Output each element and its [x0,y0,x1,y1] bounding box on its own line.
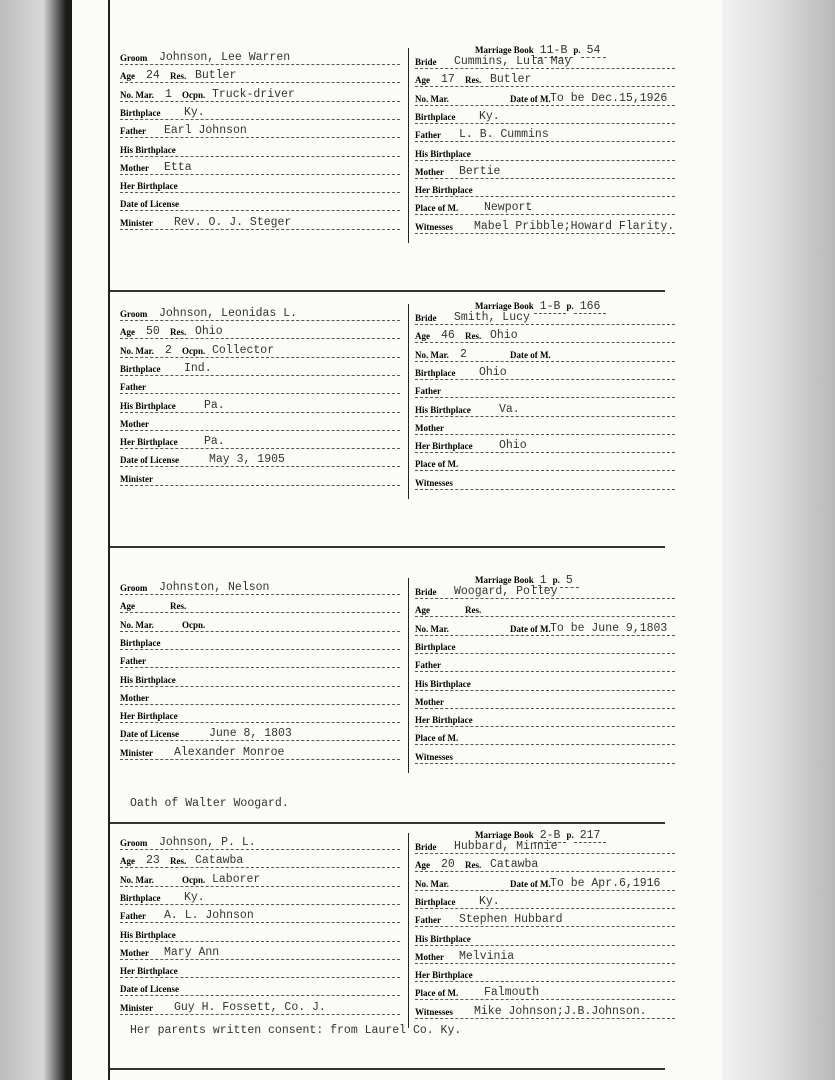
groom-field-groom [120,46,400,65]
marriage-book-value: 1-B [534,300,567,314]
bride-field-place-of-m [415,452,675,471]
field-label: Father [415,660,441,671]
ocpn-label: Ocpn. [182,619,206,630]
groom-field-date-of-license [120,192,400,211]
bride-field-birthplace [415,361,675,380]
field-value: Guy H. Fossett, Co. J. [174,1000,326,1014]
field-value: Johnson, P. L. [159,836,256,849]
field-value: Earl Johnson [164,124,247,138]
field-label: Bride [415,587,437,597]
field-label: Minister [120,217,153,228]
bride-field-mother [415,416,675,435]
bride-field-his-birthplace [415,672,675,691]
field-label: Mother [415,166,444,177]
groom-field-no-mar [120,83,400,102]
res-label: Res. [465,75,482,86]
ocpn-value: Collector [212,343,275,357]
ocpn-value: Laborer [212,872,261,886]
res-label: Res. [465,331,482,342]
field-label: Age [120,327,135,338]
groom-field-birthplace [120,886,400,905]
ocpn-label: Ocpn. [182,89,206,100]
field-label: Date of License [120,199,179,210]
field-label: Birthplace [415,111,456,122]
field-label: Her Birthplace [415,715,473,726]
field-value: 17 [441,73,455,87]
bride-field-no-mar [415,87,675,106]
groom-field-mother [120,686,400,705]
field-label: Mother [120,692,149,703]
field-value: Ind. [184,361,212,375]
bride-field-mother [415,945,675,964]
field-value: 2 [165,343,172,357]
field-value: May 3, 1905 [209,453,285,467]
field-value: Falmouth [484,986,540,1000]
field-label: His Birthplace [415,678,471,689]
groom-field-minister [120,996,400,1015]
field-value: Mary Ann [164,945,220,959]
bride-field-witnesses [415,1000,675,1019]
groom-field-her-birthplace [120,704,400,723]
field-label: Mother [415,951,444,962]
res-label: Res. [465,605,482,616]
bride-field-father [415,653,675,672]
field-label: Groom [120,583,148,593]
res-value: Catawba [490,858,539,872]
bride-field-age [415,68,675,87]
field-label: Her Birthplace [120,966,178,977]
field-value: 1 [165,87,172,101]
column-separator [408,833,409,1028]
field-label: Birthplace [120,892,161,903]
groom-field-minister [120,211,400,230]
field-label: Father [120,911,146,922]
field-label: Place of M. [415,203,459,214]
groom-field-age [120,64,400,83]
res-label: Res. [170,71,187,82]
field-value: Newport [484,201,533,215]
bride-field-bride [415,580,675,599]
date-of-marriage-value: To be Dec.15,1926 [550,91,668,105]
field-label: Date of License [120,729,179,740]
groom-field-date-of-license [120,448,400,467]
field-label: No. Mar. [120,874,154,885]
field-label: No. Mar. [120,345,154,356]
bride-field-age [415,324,675,343]
field-label: Age [120,856,135,867]
field-value: Johnston, Nelson [159,581,270,594]
card-note: Her parents written consent: from Laurel Co. Ky. [130,1024,462,1037]
field-label: Birthplace [415,641,456,652]
date-of-marriage-value: To be June 9,1803 [550,621,668,635]
bride-field-her-birthplace [415,178,675,197]
field-label: Father [120,656,146,667]
bride-field-her-birthplace [415,963,675,982]
field-label: Place of M. [415,733,459,744]
res-value: Catawba [195,854,244,868]
field-label: Father [120,382,146,393]
bride-field-her-birthplace [415,708,675,727]
field-value: 2 [460,347,467,361]
field-label: His Birthplace [415,148,471,159]
groom-field-date-of-license [120,977,400,996]
field-value: Rev. O. J. Steger [174,215,292,229]
field-label: Her Birthplace [415,441,473,452]
field-label: Age [415,605,430,616]
field-label: Groom [120,309,148,319]
field-label: Date of License [120,455,179,466]
field-label: Bride [415,313,437,323]
date-of-marriage-label: Date of M. [510,623,551,634]
field-label: Her Birthplace [120,711,178,722]
groom-field-no-mar [120,339,400,358]
bride-field-his-birthplace [415,398,675,417]
field-value: Woogard, Polley [454,585,558,598]
marriage-book-value: 11-B [534,44,574,58]
field-label: Father [415,386,441,397]
date-of-marriage-value: To be Apr.6,1916 [550,876,661,890]
field-label: His Birthplace [415,404,471,415]
field-value: A. L. Johnson [164,909,254,923]
bride-field-his-birthplace [415,142,675,161]
field-value: 24 [146,69,160,83]
field-label: Birthplace [120,363,161,374]
page-border-line [108,0,110,1080]
marriage-book-value: 2-B [534,829,567,843]
groom-field-mother [120,412,400,431]
bride-field-witnesses [415,471,675,490]
column-separator [408,304,409,499]
field-label: Father [120,126,146,137]
field-label: His Birthplace [120,674,176,685]
ocpn-label: Ocpn. [182,345,206,356]
field-label: Mother [120,947,149,958]
field-label: Age [120,601,135,612]
field-label: Witnesses [415,751,453,762]
field-label: No. Mar. [415,878,449,889]
field-label: No. Mar. [120,89,154,100]
field-label: Groom [120,53,148,63]
marriage-record-card [120,44,700,294]
page-label: p. [566,301,574,311]
field-value: Mike Johnson;J.B.Johnson. [474,1004,647,1018]
groom-field-father [120,375,400,394]
field-value: Ky. [184,890,205,904]
bride-field-witnesses [415,215,675,234]
ocpn-value: Truck-driver [212,87,295,101]
groom-field-her-birthplace [120,959,400,978]
field-value: Ky. [479,894,500,908]
marriage-book-value: 1 [534,574,553,588]
field-label: Father [415,130,441,141]
groom-field-minister [120,467,400,486]
groom-field-mother [120,941,400,960]
field-label: No. Mar. [415,349,449,360]
marriage-record-card [120,300,700,550]
field-label: His Birthplace [120,929,176,940]
field-label: Minister [120,1002,153,1013]
groom-field-age [120,594,400,613]
groom-field-minister [120,741,400,760]
field-label: Minister [120,473,153,484]
page-value: 217 [574,829,607,843]
field-label: Mother [120,162,149,173]
field-value: 20 [441,858,455,872]
field-value: 46 [441,329,455,343]
marriage-book-label: Marriage Book [475,301,534,311]
groom-field-age [120,849,400,868]
field-label: Witnesses [415,1006,453,1017]
field-value: Bertie [459,164,501,178]
res-label: Res. [170,856,187,867]
column-separator [408,578,409,773]
res-value: Butler [195,69,237,83]
field-label: Witnesses [415,221,453,232]
groom-field-his-birthplace [120,668,400,687]
field-value: Pa. [204,398,225,412]
date-of-marriage-label: Date of M. [510,878,551,889]
page-label: p. [552,575,560,585]
groom-field-her-birthplace [120,174,400,193]
bride-field-no-mar [415,872,675,891]
field-value: Hubbard, Minnie [454,840,558,853]
field-value: Cummins, Lula May [454,55,572,68]
field-label: Minister [120,747,153,758]
scan-right-margin [722,0,835,1080]
bride-field-her-birthplace [415,434,675,453]
groom-field-father [120,119,400,138]
field-value: 23 [146,854,160,868]
date-of-marriage-label: Date of M. [510,349,551,360]
groom-field-her-birthplace [120,430,400,449]
groom-field-his-birthplace [120,138,400,157]
field-label: Age [120,71,135,82]
bride-field-bride [415,306,675,325]
marriage-record-card [120,829,700,1079]
bride-field-place-of-m [415,196,675,215]
field-label: Bride [415,57,437,67]
bride-field-birthplace [415,105,675,124]
field-label: Birthplace [120,107,161,118]
groom-field-father [120,904,400,923]
ocpn-label: Ocpn. [182,874,206,885]
bride-field-father [415,123,675,142]
res-value: Butler [490,73,532,87]
field-label: Age [415,75,430,86]
field-value: Ky. [184,105,205,119]
groom-field-mother [120,156,400,175]
groom-field-birthplace [120,631,400,650]
field-value: Mabel Pribble;Howard Flarity. [474,219,675,233]
field-label: Her Birthplace [415,970,473,981]
field-label: Age [415,860,430,871]
card-note: Oath of Walter Woogard. [130,797,289,810]
field-label: Birthplace [120,637,161,648]
field-label: Birthplace [415,896,456,907]
field-label: Witnesses [415,477,453,488]
field-label: Mother [415,422,444,433]
field-value: Smith, Lucy [454,311,530,324]
field-label: Place of M. [415,459,459,470]
bride-field-place-of-m [415,981,675,1000]
res-value: Ohio [195,325,223,339]
bride-field-birthplace [415,635,675,654]
field-label: His Birthplace [415,933,471,944]
field-value: Stephen Hubbard [459,913,563,927]
field-label: Groom [120,838,148,848]
column-separator [408,48,409,243]
groom-field-father [120,649,400,668]
field-label: Date of License [120,984,179,995]
groom-field-no-mar [120,868,400,887]
field-label: Her Birthplace [120,181,178,192]
groom-field-groom [120,302,400,321]
marriage-record-card [120,574,700,824]
bride-field-no-mar [415,617,675,636]
bride-field-his-birthplace [415,927,675,946]
bride-field-no-mar [415,343,675,362]
bride-field-mother [415,160,675,179]
field-value: Melvinia [459,949,515,963]
field-value: Alexander Monroe [174,745,285,759]
bride-field-father [415,379,675,398]
res-label: Res. [170,601,187,612]
field-label: Birthplace [415,367,456,378]
field-value: Johnson, Leonidas L. [159,307,298,320]
field-value: L. B. Cummins [459,128,549,142]
field-value: Va. [499,402,520,416]
marriage-book-label: Marriage Book [475,575,534,585]
groom-field-groom [120,576,400,595]
groom-field-date-of-license [120,722,400,741]
bride-field-witnesses [415,745,675,764]
field-label: No. Mar. [415,623,449,634]
field-label: Bride [415,842,437,852]
bride-field-bride [415,835,675,854]
field-value: Ohio [479,365,507,379]
field-label: His Birthplace [120,400,176,411]
page-value: 5 [560,574,579,588]
field-label: Her Birthplace [120,437,178,448]
groom-field-his-birthplace [120,923,400,942]
field-value: Pa. [204,435,225,449]
marriage-book-label: Marriage Book [475,45,534,55]
field-value: Etta [164,160,192,174]
bride-field-father [415,908,675,927]
field-label: Place of M. [415,988,459,999]
scan-left-margin [0,0,72,1080]
groom-field-birthplace [120,101,400,120]
field-value: Ohio [499,439,527,453]
bride-field-age [415,598,675,617]
groom-field-his-birthplace [120,394,400,413]
page-label: p. [566,830,574,840]
field-value: Johnson, Lee Warren [159,51,291,64]
res-label: Res. [170,327,187,338]
field-label: No. Mar. [415,93,449,104]
field-label: His Birthplace [120,144,176,155]
groom-field-birthplace [120,357,400,376]
field-value: June 8, 1803 [209,727,292,741]
bride-field-bride [415,50,675,69]
bride-field-birthplace [415,890,675,909]
field-label: Father [415,915,441,926]
page-value: 54 [581,44,607,58]
field-value: Ky. [479,109,500,123]
page-label: p. [573,45,581,55]
bride-field-age [415,853,675,872]
marriage-book-label: Marriage Book [475,830,534,840]
res-value: Ohio [490,329,518,343]
groom-field-no-mar [120,613,400,632]
date-of-marriage-label: Date of M. [510,93,551,104]
field-value: 50 [146,325,160,339]
field-label: Age [415,331,430,342]
bride-field-place-of-m [415,726,675,745]
res-label: Res. [465,860,482,871]
field-label: Mother [120,418,149,429]
field-label: No. Mar. [120,619,154,630]
bride-field-mother [415,690,675,709]
groom-field-groom [120,831,400,850]
field-label: Her Birthplace [415,185,473,196]
page-value: 166 [574,300,607,314]
groom-field-age [120,320,400,339]
field-label: Mother [415,696,444,707]
